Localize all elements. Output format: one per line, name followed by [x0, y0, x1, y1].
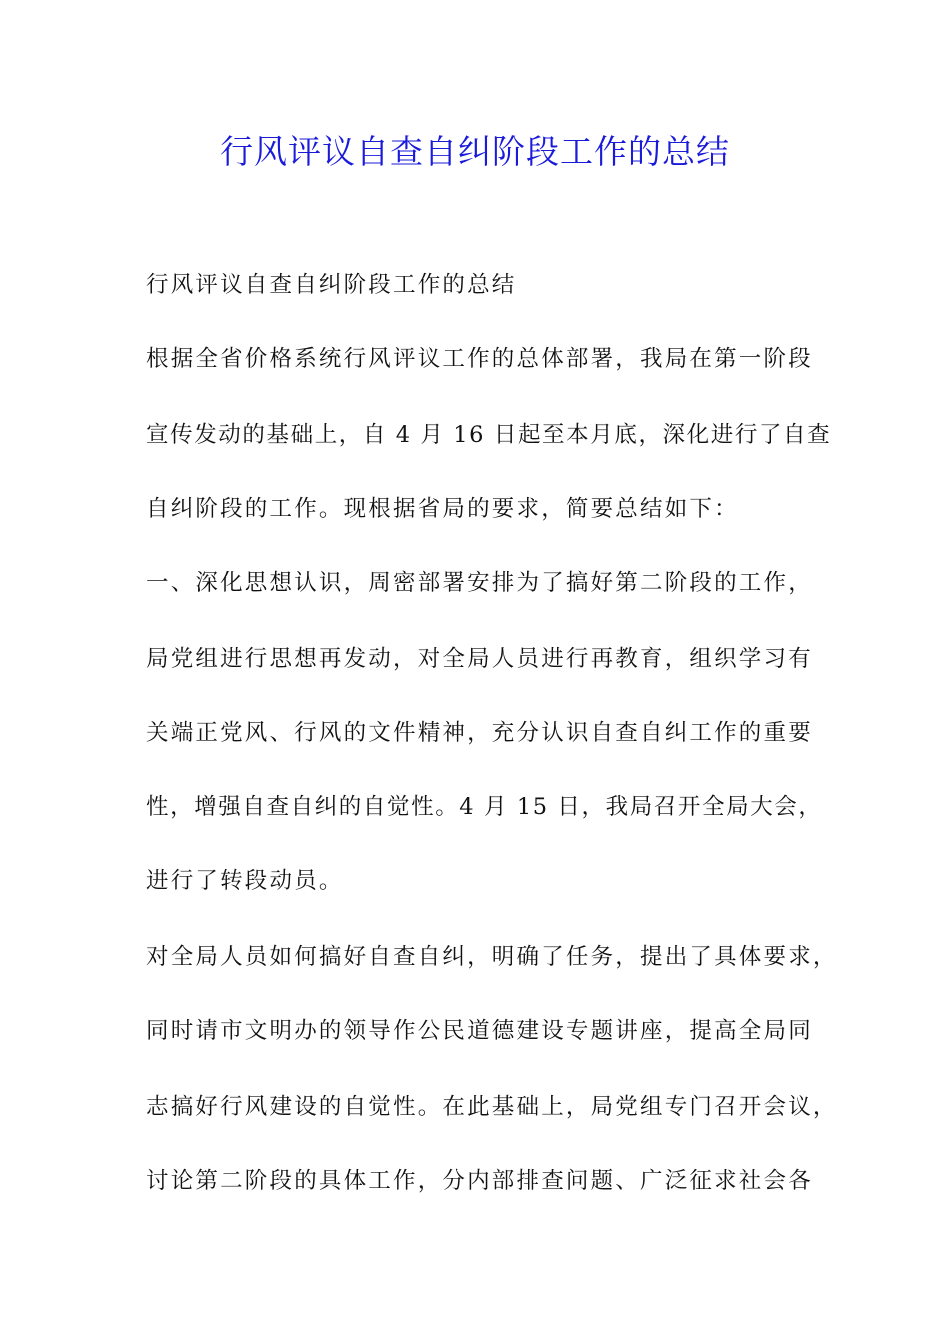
- paragraph-line: 讨论第二阶段的具体工作，分内部排查问题、广泛征求社会各: [146, 1168, 813, 1194]
- paragraph-line: 关端正党风、行风的文件精神，充分认识自查自纠工作的重要: [146, 720, 813, 746]
- paragraph-line: 宣传发动的基础上，自 4 月 16 日起至本月底，深化进行了自查: [146, 422, 832, 448]
- document-title: 行风评议自查自纠阶段工作的总结: [220, 132, 730, 171]
- paragraph-line: 性，增强自查自纠的自觉性。4 月 15 日，我局召开全局大会，: [146, 794, 823, 820]
- paragraph-line: 志搞好行风建设的自觉性。在此基础上，局党组专门召开会议，: [146, 1094, 838, 1120]
- paragraph-line: 同时请市文明办的领导作公民道德建设专题讲座，提高全局同: [146, 1018, 813, 1044]
- paragraph-line: 一、深化思想认识，周密部署安排为了搞好第二阶段的工作，: [146, 570, 813, 596]
- paragraph-line: 进行了转段动员。: [146, 868, 344, 894]
- paragraph-subtitle-line: 行风评议自查自纠阶段工作的总结: [146, 272, 517, 298]
- paragraph-line: 对全局人员如何搞好自查自纠，明确了任务，提出了具体要求，: [146, 944, 838, 970]
- paragraph-line: 自纠阶段的工作。现根据省局的要求，简要总结如下：: [146, 496, 739, 522]
- paragraph-line: 根据全省价格系统行风评议工作的总体部署，我局在第一阶段: [146, 346, 813, 372]
- paragraph-line: 局党组进行思想再发动，对全局人员进行再教育，组织学习有: [146, 646, 813, 672]
